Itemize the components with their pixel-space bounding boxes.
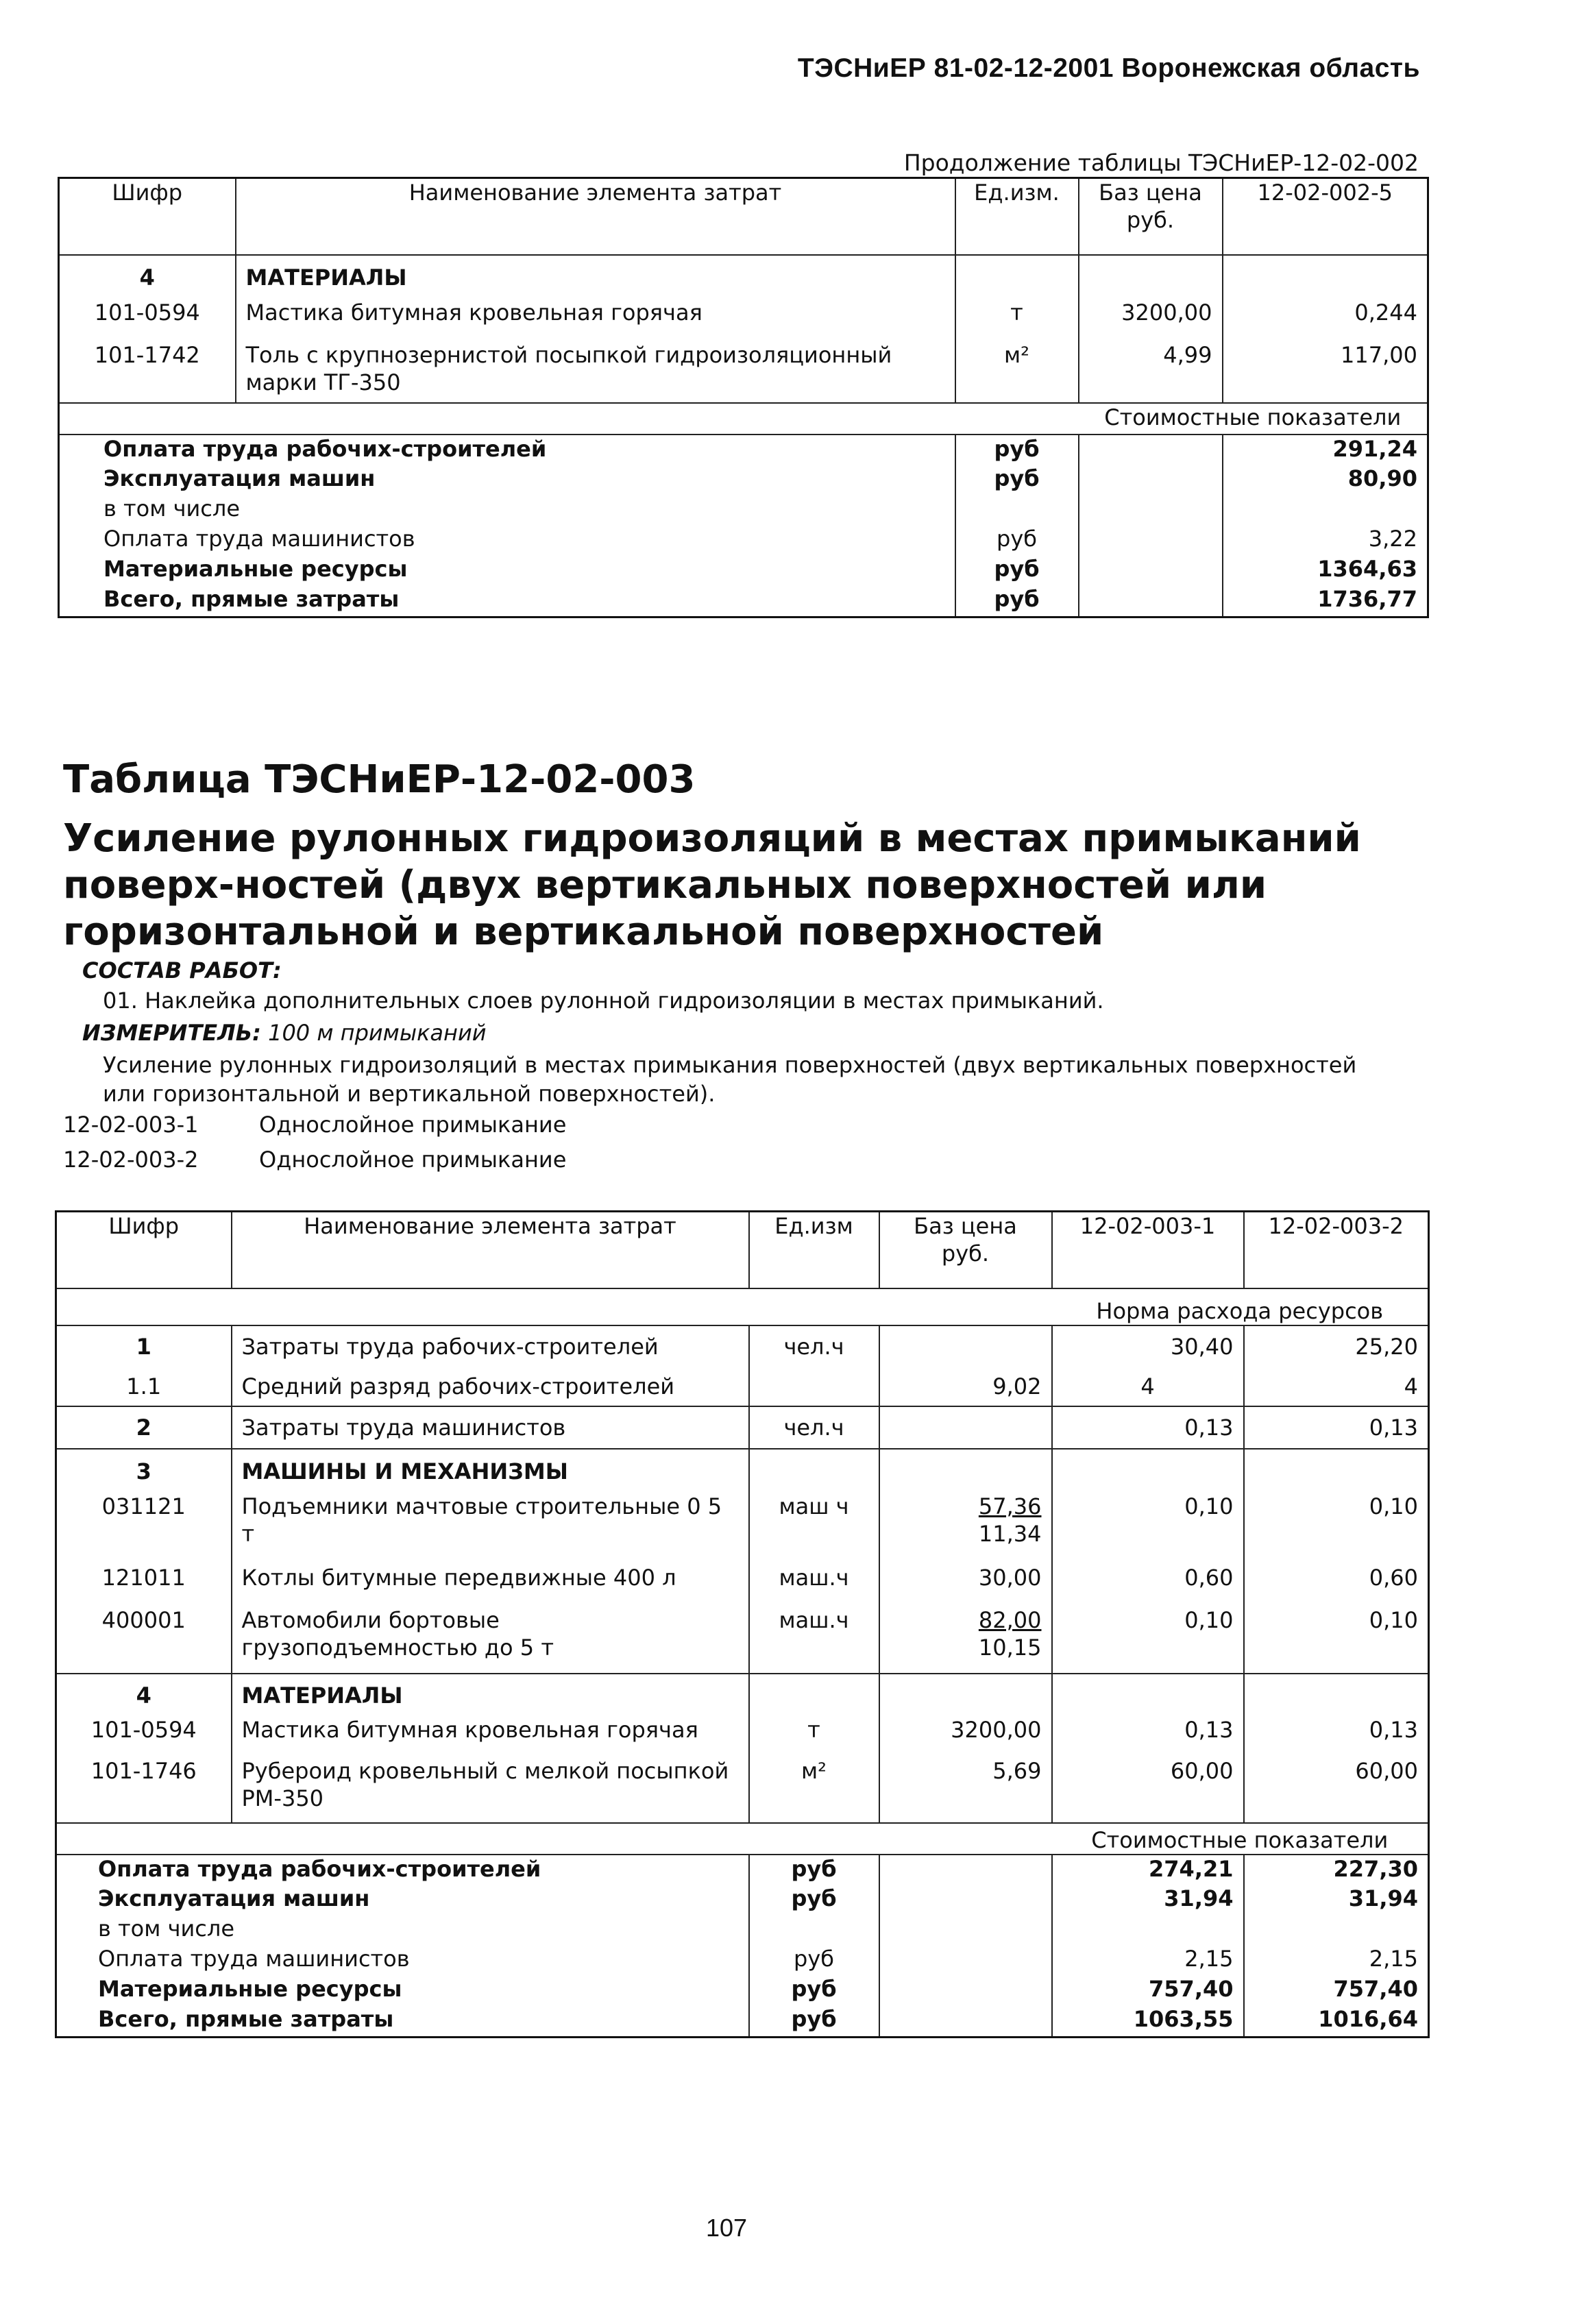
section-title: МАШИНЫ И МЕХАНИЗМЫ: [232, 1449, 749, 1493]
cost-label: Эксплуатация машин: [98, 1885, 370, 1911]
cost-unit: руб: [955, 555, 1079, 585]
measure-row: [82, 1020, 487, 1046]
cost-v2: 1016,64: [1244, 2005, 1429, 2037]
cost-value: 80,90: [1223, 465, 1428, 495]
col-name-header: Наименование элемента затрат: [236, 178, 955, 256]
continuation-table: [58, 177, 1429, 618]
section-number: 4: [59, 255, 236, 299]
cost-header: Стоимостные показатели: [1079, 403, 1428, 435]
work-composition-label: СОСТАВ РАБОТ:: [82, 957, 282, 983]
row-price: 3200,00: [1079, 299, 1223, 341]
cost-unit: руб: [955, 585, 1079, 617]
table-row: [56, 1757, 1429, 1823]
cost-label: в том числе: [103, 496, 240, 522]
cost-label: в том числе: [98, 1916, 234, 1942]
cost-row: [59, 585, 1428, 617]
section-number: 3: [56, 1449, 232, 1493]
col-variant-header: 12-02-002-5: [1223, 178, 1428, 256]
cost-row: [59, 525, 1428, 555]
table-row: [56, 1564, 1429, 1606]
col-unit-header: Ед.изм: [749, 1212, 879, 1289]
row-v2: 0,13: [1244, 1406, 1429, 1449]
cost-label: Материальные ресурсы: [98, 1976, 402, 2002]
cost-label: Эксплуатация машин: [103, 465, 376, 491]
row-price: 57,36: [978, 1493, 1042, 1519]
row-code: 101-1742: [94, 342, 200, 368]
section-title: МАТЕРИАЛЫ: [232, 1674, 749, 1716]
cost-v1: 2,15: [1052, 1945, 1244, 1975]
row-v1: 0,60: [1052, 1564, 1244, 1606]
cost-label: Всего, прямые затраты: [103, 586, 400, 612]
measure-value: 100 м примыканий: [268, 1020, 487, 1046]
row-name: Средний разряд рабочих-строителей: [232, 1367, 749, 1406]
cost-value: 3,22: [1223, 525, 1428, 555]
col-v2-header: 12-02-003-2: [1244, 1212, 1429, 1289]
cost-value: 1364,63: [1223, 555, 1428, 585]
row-price: 9,02: [879, 1367, 1052, 1406]
row-code: 101-0594: [94, 299, 200, 326]
row-name: Затраты труда рабочих-строителей: [232, 1325, 749, 1367]
table-row: [56, 1674, 1429, 1716]
row-v1: 0,13: [1052, 1406, 1244, 1449]
row-unit: м²: [955, 341, 1079, 403]
cost-v2: 227,30: [1244, 1855, 1429, 1885]
cost-v1: 757,40: [1052, 1975, 1244, 2005]
cost-unit: руб: [955, 435, 1079, 465]
row-name: Подъемники мачтовые строительные 0 5 т: [232, 1493, 749, 1564]
row-code: 400001: [101, 1607, 186, 1633]
table-row: [56, 1493, 1429, 1564]
table-subtitle: Усиление рулонных гидроизоляций в местах примыканий поверх-ностей (двух вертикальных поверхностей или горизонтальной и вертикальной поверхностей: [63, 816, 1361, 954]
cost-v1: 31,94: [1052, 1885, 1244, 1915]
variant-name: Однослойное примыкание: [259, 1112, 567, 1138]
row-price: 4,99: [1079, 341, 1223, 403]
col-unit-header: Ед.изм.: [955, 178, 1079, 256]
col-v1-header: 12-02-003-1: [1052, 1212, 1244, 1289]
row-unit: чел.ч: [749, 1406, 879, 1449]
variant-code: 12-02-003-2: [63, 1147, 199, 1173]
section-title: МАТЕРИАЛЫ: [236, 255, 955, 299]
cost-row: [59, 555, 1428, 585]
cost-v2: 2,15: [1244, 1945, 1429, 1975]
row-unit: т: [955, 299, 1079, 341]
row-unit: т: [749, 1716, 879, 1757]
row-v2: 4: [1244, 1367, 1429, 1406]
row-price-secondary: 11,34: [978, 1521, 1042, 1547]
row-v2: 0,60: [1244, 1564, 1429, 1606]
row-v1: 0,10: [1052, 1606, 1244, 1674]
row-price: 5,69: [879, 1757, 1052, 1823]
row-v2: 60,00: [1244, 1757, 1429, 1823]
row-v1: 0,13: [1052, 1716, 1244, 1757]
cost-v2: 31,94: [1244, 1885, 1429, 1915]
row-unit: м²: [749, 1757, 879, 1823]
table-row: [56, 1716, 1429, 1757]
continuation-caption: Продолжение таблицы ТЭСНиЕР-12-02-002: [903, 149, 1419, 176]
row-price: 30,00: [879, 1564, 1052, 1606]
row-name: Автомобили бортовые грузоподъемностью до 5 т: [232, 1606, 749, 1674]
cost-row: [56, 1945, 1429, 1975]
row-name: Затраты труда машинистов: [232, 1406, 749, 1449]
cost-unit: руб: [749, 1885, 879, 1915]
table-row: [56, 1449, 1429, 1493]
row-v1: 30,40: [1052, 1325, 1244, 1367]
cost-label: Материальные ресурсы: [103, 556, 408, 582]
cost-v1: 274,21: [1052, 1855, 1244, 1885]
row-v2: 0,13: [1244, 1716, 1429, 1757]
variant-code: 12-02-003-1: [63, 1112, 199, 1138]
row-unit: чел.ч: [749, 1325, 879, 1367]
col-code-header: Шифр: [112, 180, 183, 206]
measure-label: ИЗМЕРИТЕЛЬ:: [82, 1020, 261, 1046]
row-price-secondary: 10,15: [978, 1635, 1042, 1661]
row-name: Котлы битумные передвижные 400 л: [232, 1564, 749, 1606]
table-row: [56, 1367, 1429, 1406]
row-v2: 25,20: [1244, 1325, 1429, 1367]
row-name: Рубероид кровельный с мелкой посыпкой РМ-350: [232, 1757, 749, 1823]
cost-unit: руб: [955, 465, 1079, 495]
table-row: [56, 1406, 1429, 1449]
cost-label: Всего, прямые затраты: [98, 2006, 394, 2032]
cost-label: Оплата труда машинистов: [103, 526, 415, 552]
cost-row: [56, 1975, 1429, 2005]
row-unit: маш ч: [749, 1493, 879, 1564]
cost-label: Оплата труда рабочих-строителей: [56, 1855, 749, 1885]
row-price: [879, 1325, 1052, 1367]
row-code: 101-1746: [90, 1758, 197, 1784]
row-code: 1.1: [126, 1373, 162, 1399]
row-code: 031121: [101, 1493, 186, 1519]
cost-unit: руб: [749, 2005, 879, 2037]
row-unit: маш.ч: [749, 1564, 879, 1606]
work-item: 01. Наклейка дополнительных слоев рулонной гидроизоляции в местах примыканий.: [103, 988, 1104, 1014]
cost-value: 291,24: [1223, 435, 1428, 465]
cost-label: Оплата труда машинистов: [98, 1946, 410, 1972]
variant-name: Однослойное примыкание: [259, 1147, 567, 1173]
variant-line: [63, 1147, 566, 1173]
row-name: Мастика битумная кровельная горячая: [232, 1716, 749, 1757]
table-title: Таблица ТЭСНиЕР-12-02-003: [63, 757, 696, 802]
table-row: [56, 1325, 1429, 1367]
section-number: 4: [56, 1674, 232, 1716]
cost-v1: 1063,55: [1052, 2005, 1244, 2037]
cost-unit: руб: [749, 1975, 879, 2005]
resource-table: [55, 1210, 1430, 2038]
row-v1: 60,00: [1052, 1757, 1244, 1823]
col-price-header: Баз цена руб.: [1079, 178, 1223, 256]
page-number: 107: [706, 2214, 748, 2242]
table-row: [59, 341, 1428, 403]
cost-row: [59, 465, 1428, 495]
cost-unit: руб: [749, 1855, 879, 1885]
cost-row: [56, 1915, 1429, 1945]
running-header: ТЭСНиЕР 81-02-12-2001 Воронежская область: [797, 53, 1420, 83]
col-price-header: Баз цена руб.: [879, 1212, 1052, 1289]
row-v1: 4: [1052, 1367, 1244, 1406]
cost-row: [56, 1855, 1429, 1885]
row-v1: 0,10: [1052, 1493, 1244, 1564]
cost-row: [56, 1885, 1429, 1915]
cost-value: 1736,77: [1223, 585, 1428, 617]
col-name-header: Наименование элемента затрат: [232, 1212, 749, 1289]
table-row: [59, 299, 1428, 341]
cost-unit: руб: [955, 525, 1079, 555]
row-price: 3200,00: [879, 1716, 1052, 1757]
row-code: 121011: [101, 1565, 186, 1591]
norm-header: Норма расхода ресурсов: [1052, 1288, 1429, 1325]
cost-row: [59, 435, 1428, 465]
row-name: Мастика битумная кровельная горячая: [236, 299, 955, 341]
row-code: 101-0594: [90, 1717, 197, 1743]
row-value: 117,00: [1223, 341, 1428, 403]
row-v2: 0,10: [1244, 1606, 1429, 1674]
row-value: 0,244: [1223, 299, 1428, 341]
cost-row: [56, 2005, 1429, 2037]
col-code-header: Шифр: [108, 1213, 180, 1239]
cost-unit: руб: [749, 1945, 879, 1975]
cost-row: [59, 495, 1428, 525]
row-v2: 0,10: [1244, 1493, 1429, 1564]
row-unit: маш.ч: [749, 1606, 879, 1674]
cost-label: Оплата труда рабочих-строителей: [59, 435, 955, 465]
row-price: 82,00: [978, 1607, 1042, 1633]
cost-v2: 757,40: [1244, 1975, 1429, 2005]
row-code: 2: [56, 1406, 232, 1449]
table-row: [56, 1606, 1429, 1674]
cost-header: Стоимостные показатели: [1052, 1823, 1429, 1855]
variant-line: [63, 1112, 566, 1138]
row-name: Толь с крупнозернистой посыпкой гидроизоляционный марки ТГ-350: [236, 341, 955, 403]
scope-text: Усиление рулонных гидроизоляций в местах примыкания поверхностей (двух вертикальных поверхностей или горизонтальной и вертикальной поверхностей).: [103, 1052, 1357, 1107]
row-code: 1: [56, 1325, 232, 1367]
